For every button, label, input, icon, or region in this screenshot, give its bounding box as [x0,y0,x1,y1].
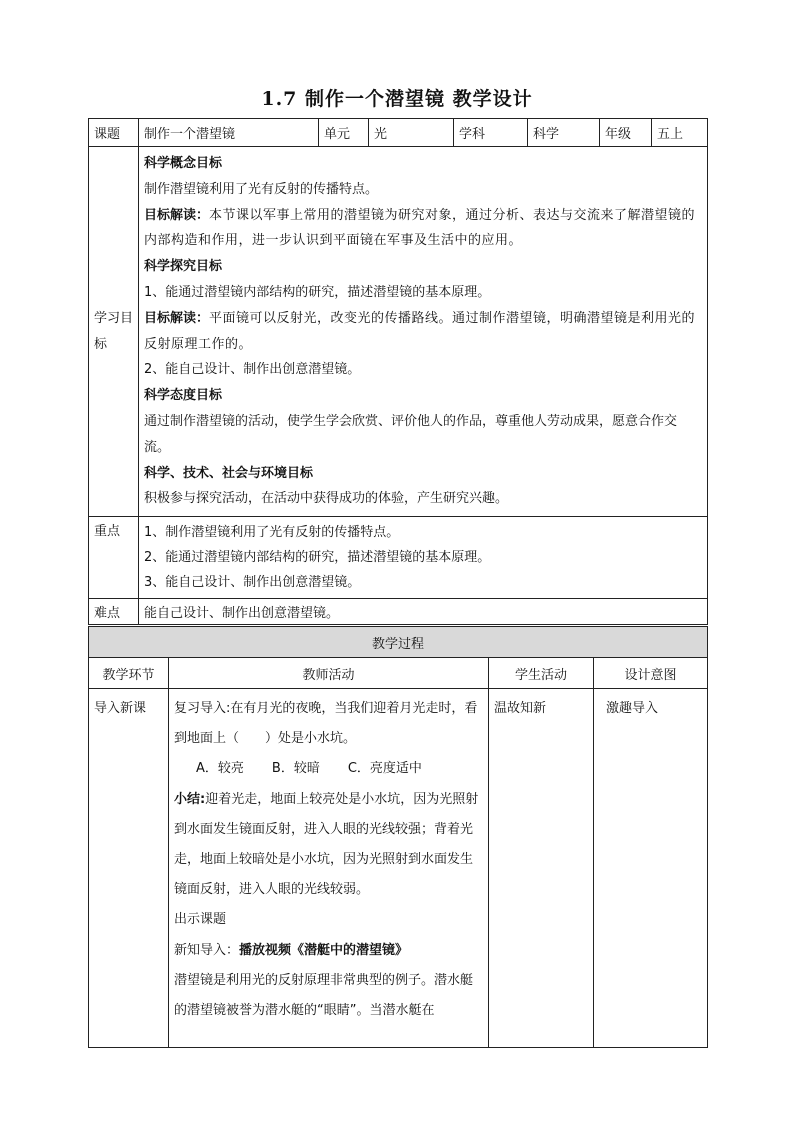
page-title: 1.7 制作一个潜望镜 教学设计 [261,88,533,110]
lesson-info-table [88,118,708,625]
unit-label: 单元 [319,119,369,147]
grade-value: 五上 [652,119,708,147]
course-value: 制作一个潜望镜 [139,119,319,147]
goal-heading-sts: 科学、技术、社会与环境目标 [144,465,314,481]
col-header-teacher: 教师活动 [169,658,489,689]
key-points [139,517,708,599]
teaching-process-table [88,626,708,1048]
goal-interpretation: 目标解读：本节课以军事上常用的潜望镜为研究对象，通过分析、表达与交流来了解潜望镜的内部构造和作用，进一步认识到平面镜在军事及生活中的应用。 [144,207,696,249]
unit-value: 光 [369,119,454,147]
col-header-stage: 教学环节 [89,658,169,689]
goal-text: 通过制作潜望镜的活动，使学生学会欣赏、评价他人的作品，尊重他人劳动成果，愿意合作交流。 [144,413,678,455]
process-title: 教学过程 [89,627,708,658]
summary-text: 小结:迎着光走，地面上较亮处是小水坑，因为光照射到水面发生镜面反射，进入人眼的光线较强；背着光走，地面上较暗处是小水坑，因为光照射到水面发生镜面反射，进入人眼的光线较弱。 [174,791,479,898]
stage-cell: 导入新课 [89,689,169,1048]
goal-text: 2、能自己设计、制作出创意潜望镜。 [144,362,361,378]
new-knowledge-intro: 新知导入：播放视频《潜艇中的潜望镜》 [174,942,409,958]
difficulty-row [89,599,708,625]
col-header-student: 学生活动 [489,658,594,689]
goal-heading-attitude: 科学态度目标 [144,388,223,404]
goal-heading-inquiry: 科学探究目标 [144,259,223,275]
key-point: 3、能自己设计、制作出创意潜望镜。 [144,575,361,591]
answer-options: A．较亮 B．较暗 C．亮度适中 [196,761,422,777]
goal-interpretation: 目标解读：平面镜可以反射光，改变光的传播路线。通过制作潜望镜，明确潜望镜是利用光的反射原理工作的。 [144,310,696,352]
review-text: 复习导入:在有月光的夜晚，当我们迎着月光走时，看到地面上（ ）处是小水坑。 [174,701,478,747]
info-header-row [89,119,708,147]
course-label: 课题 [89,119,139,147]
intro-text: 潜望镜是利用光的反射原理非常典型的例子。潜水艇的潜望镜被誉为潜水艇的“眼睛”。当潜水艇在 [174,972,474,1019]
show-topic: 出示课题 [174,912,227,928]
student-activity-cell: 温故知新 [489,689,594,1048]
subject-value: 科学 [528,119,600,147]
grade-label: 年级 [600,119,652,147]
goal-text: 1、能通过潜望镜内部结构的研究，描述潜望镜的基本原理。 [144,284,491,300]
key-label: 重点 [89,517,139,599]
difficulty-value: 能自己设计、制作出创意潜望镜。 [139,599,708,625]
intent-cell: 激趣导入 [594,689,708,1048]
goals-row [89,147,708,517]
goals-label: 学习目标 [89,147,139,517]
process-header-row [89,658,708,689]
subject-label: 学科 [454,119,528,147]
key-point: 2、能通过潜望镜内部结构的研究，描述潜望镜的基本原理。 [144,550,491,566]
difficulty-label: 难点 [89,599,139,625]
col-header-intent: 设计意图 [594,658,708,689]
key-points-row [89,517,708,599]
key-point: 1、制作潜望镜利用了光有反射的传播特点。 [144,525,400,541]
goal-text: 积极参与探究活动，在活动中获得成功的体验，产生研究兴趣。 [144,491,509,507]
goal-heading-concept: 科学概念目标 [144,156,223,171]
teacher-activity-cell [169,689,489,1048]
table-row [89,689,708,1048]
goals-content [139,147,708,517]
goal-text: 制作潜望镜利用了光有反射的传播特点。 [144,181,379,197]
